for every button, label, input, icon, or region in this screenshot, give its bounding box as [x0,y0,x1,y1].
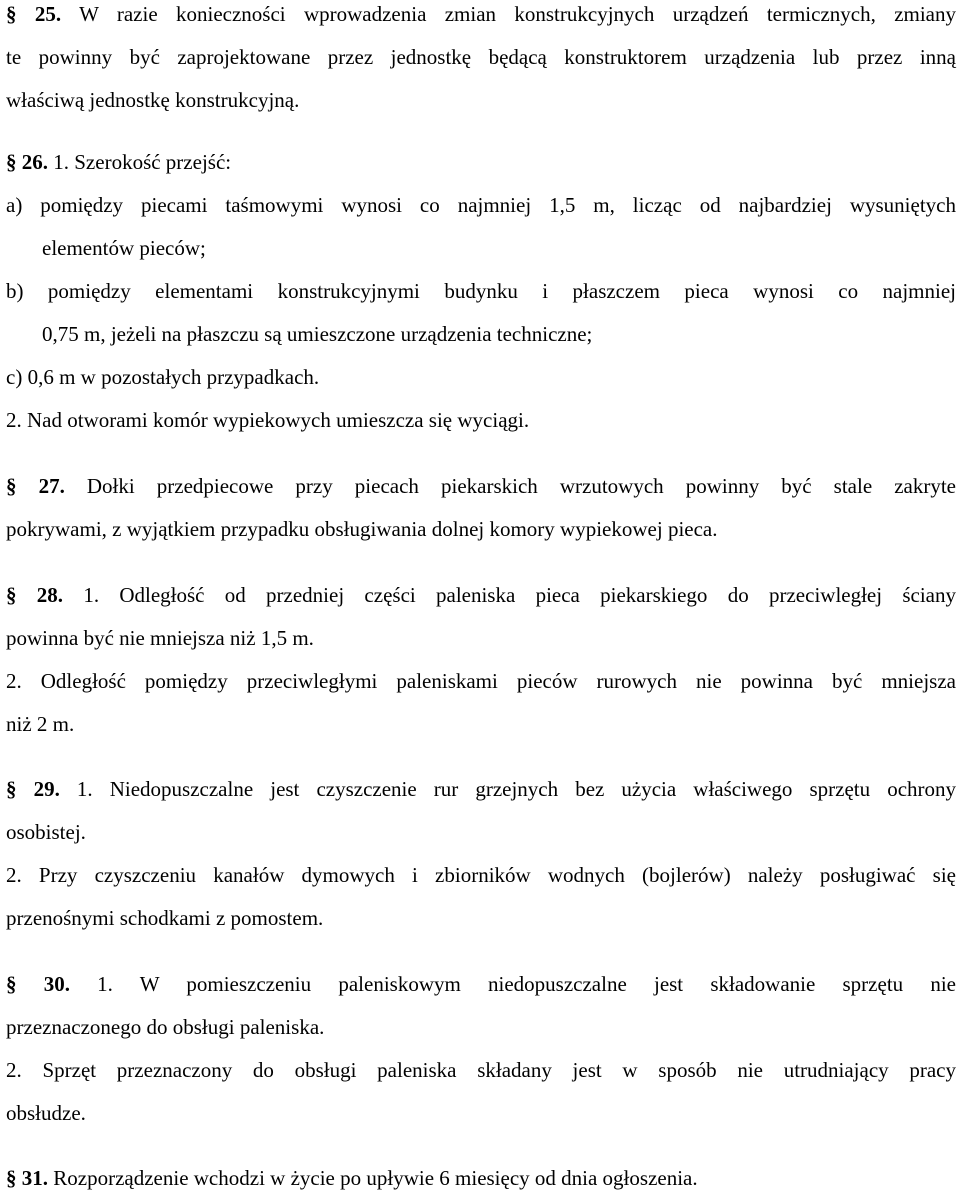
section-number-27: § 27. [6,474,65,498]
paragraph-29-point-1-line-1: § 29. 1. Niedopuszczalne jest czyszczenie rur grzejnych bez użycia właściwego sprzętu ochrony [6,777,957,801]
section-number-31: § 31. [6,1166,48,1190]
paragraph-27-line-1: § 27. Dołki przedpiecowe przy piecach piekarskich wrzutowych powinny być stale zakryte [6,474,956,498]
paragraph-29-point-1-line-2: osobistej. [6,820,86,844]
item-26-b-line-1: b) pomiędzy elementami konstrukcyjnymi budynku i płaszczem pieca wynosi co najmniej [6,279,956,303]
paragraph-28-point-2-line-2: niż 2 m. [6,712,75,736]
paragraph-30-point-2-line-1: 2. Sprzęt przeznaczony do obsługi paleniska składany jest w sposób nie utrudniający pracy [6,1058,956,1082]
paragraph-25-line-3: właściwą jednostkę konstrukcyjną. [6,88,300,112]
paragraph-29-point-2-line-1: 2. Przy czyszczeniu kanałów dymowych i zbiorników wodnych (bojlerów) należy posługiwać się [6,863,956,887]
paragraph-30-point-1-line-1: § 30. 1. W pomieszczeniu paleniskowym niedopuszczalne jest składowanie sprzętu nie [6,972,957,996]
paragraph-29-point-2-line-2: przenośnymi schodkami z pomostem. [6,906,324,930]
paragraph-26-heading: § 26. 1. Szerokość przejść: [6,150,232,174]
section-number-30: § 30. [6,972,70,996]
paragraph-28-point-1-line-2: powinna być nie mniejsza niż 1,5 m. [6,626,314,650]
section-number-28: § 28. [6,583,64,607]
paragraph-25-line-1: § 25. W razie konieczności wprowadzenia zmian konstrukcyjnych urządzeń termicznych, zmiany [6,2,957,26]
paragraph-28-point-2-line-1: 2. Odległość pomiędzy przeciwległymi paleniskami pieców rurowych nie powinna być mniejsza [6,669,956,693]
paragraph-31: § 31. Rozporządzenie wchodzi w życie po upływie 6 miesięcy od dnia ogłoszenia. [6,1166,698,1190]
section-number-29: § 29. [6,777,60,801]
paragraph-25-line-2: te powinny być zaprojektowane przez jednostkę będącą konstruktorem urządzenia lub przez inną [6,45,956,69]
item-26-c: c) 0,6 m w pozostałych przypadkach. [6,365,320,389]
item-26-a-line-2: elementów pieców; [42,236,206,260]
paragraph-26-point-2: 2. Nad otworami komór wypiekowych umieszcza się wyciągi. [6,408,530,432]
paragraph-28-point-1-line-1: § 28. 1. Odległość od przedniej części paleniska pieca piekarskiego do przeciwległej ściany [6,583,957,607]
item-26-a-line-1: a) pomiędzy piecami taśmowymi wynosi co najmniej 1,5 m, licząc od najbardziej wysuniętych [6,193,956,217]
paragraph-30-point-1-line-2: przeznaczonego do obsługi paleniska. [6,1015,325,1039]
paragraph-30-point-2-line-2: obsłudze. [6,1101,86,1125]
section-number-26: § 26. [6,150,48,174]
paragraph-27-line-2: pokrywami, z wyjątkiem przypadku obsługiwania dolnej komory wypiekowej pieca. [6,517,718,541]
section-number-25: § 25. [6,2,62,26]
item-26-b-line-2: 0,75 m, jeżeli na płaszczu są umieszczone urządzenia techniczne; [42,322,593,346]
